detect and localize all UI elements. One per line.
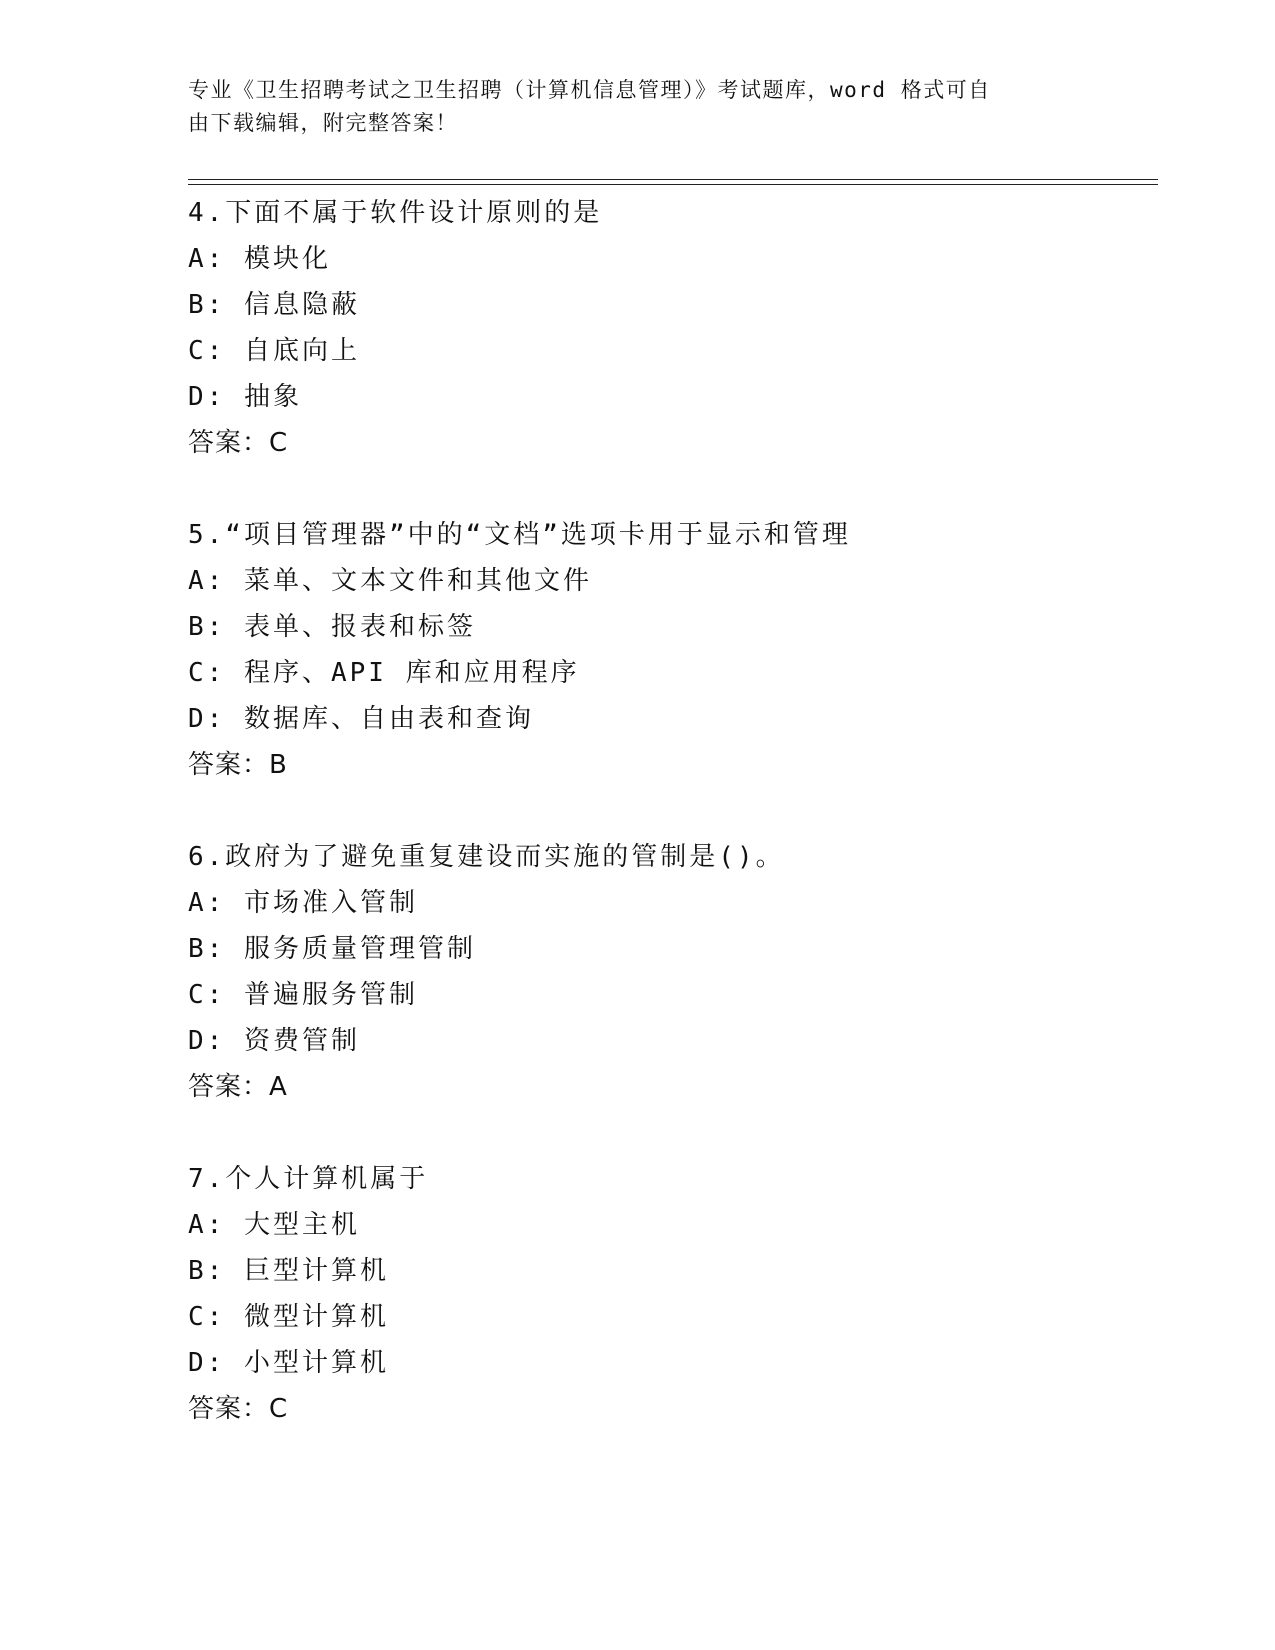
question-list <box>188 190 1158 1478</box>
question-5 <box>188 512 1158 788</box>
question-stem: 5.“项目管理器”中的“文档”选项卡用于显示和管理 <box>188 520 851 550</box>
answer-label: 答案：C <box>188 1394 289 1424</box>
answer-label: 答案：A <box>188 1072 288 1102</box>
question-stem: 7.个人计算机属于 <box>188 1164 429 1194</box>
option-c: C: 普遍服务管制 <box>188 980 418 1010</box>
document-header <box>188 74 1078 140</box>
option-b: B: 信息隐蔽 <box>188 290 360 320</box>
header-line-1: 专业《卫生招聘考试之卫生招聘（计算机信息管理）》考试题库，word 格式可自 <box>188 78 991 102</box>
header-divider-top <box>188 179 1158 180</box>
option-d: D: 资费管制 <box>188 1026 360 1056</box>
header-divider-bottom <box>188 184 1158 185</box>
question-6 <box>188 834 1158 1110</box>
option-d: D: 数据库、自由表和查询 <box>188 704 534 734</box>
option-a: A: 市场准入管制 <box>188 888 418 918</box>
answer-label: 答案：B <box>188 750 288 780</box>
option-c: C: 微型计算机 <box>188 1302 389 1332</box>
option-b: B: 巨型计算机 <box>188 1256 389 1286</box>
option-c: C: 程序、API 库和应用程序 <box>188 658 580 688</box>
question-stem: 6.政府为了避免重复建设而实施的管制是()。 <box>188 842 785 872</box>
option-d: D: 小型计算机 <box>188 1348 389 1378</box>
option-c: C: 自底向上 <box>188 336 360 366</box>
answer-label: 答案：C <box>188 428 289 458</box>
option-a: A: 模块化 <box>188 244 331 274</box>
option-a: A: 大型主机 <box>188 1210 360 1240</box>
option-a: A: 菜单、文本文件和其他文件 <box>188 566 592 596</box>
question-4 <box>188 190 1158 466</box>
question-stem: 4.下面不属于软件设计原则的是 <box>188 198 603 228</box>
question-7 <box>188 1156 1158 1432</box>
option-b: B: 表单、报表和标签 <box>188 612 476 642</box>
header-line-2: 由下载编辑，附完整答案！ <box>188 111 458 135</box>
option-d: D: 抽象 <box>188 382 302 412</box>
option-b: B: 服务质量管理管制 <box>188 934 476 964</box>
